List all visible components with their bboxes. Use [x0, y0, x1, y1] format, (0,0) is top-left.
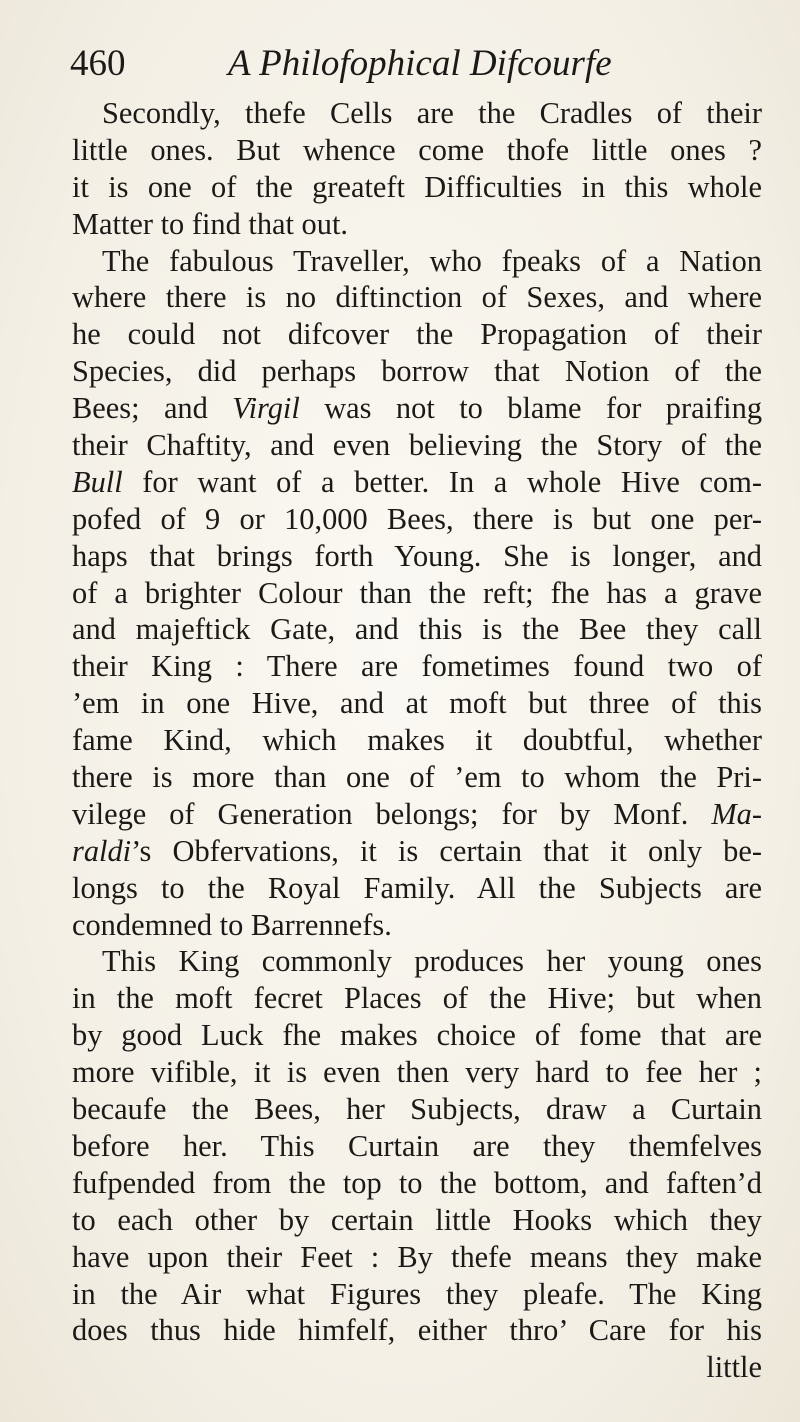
page-number: 460: [70, 43, 126, 84]
line-text: vilege of Generation belongs; for by Monf.: [72, 796, 712, 831]
line-text: for want of a better. In a whole Hive com-: [122, 464, 762, 499]
text-line: [72, 206, 762, 243]
text-line: [72, 1054, 762, 1091]
text-line: [72, 353, 762, 390]
text-line: [72, 796, 762, 833]
line-text: in the moft fecret Places of the Hive; but when: [72, 981, 762, 1016]
text-line: [72, 1165, 762, 1202]
line-text: their Chaftity, and even believing the Story of the: [72, 428, 762, 463]
line-text: haps that brings forth Young. She is longer, and: [72, 538, 762, 573]
line-text: have upon their Feet : By thefe means they make: [72, 1239, 762, 1274]
line-text: does thus hide himfelf, either thro’ Care for his: [72, 1313, 762, 1348]
text-line: [72, 648, 762, 685]
text-line: [72, 1239, 762, 1276]
line-text: Species, did perhaps borrow that Notion of the: [72, 354, 762, 389]
text-line: [72, 279, 762, 316]
text-line: [72, 575, 762, 612]
text-line: [72, 943, 762, 980]
text-line: [72, 169, 762, 206]
line-text: little ones. But whence come thofe little ones ?: [72, 132, 762, 167]
line-text: Secondly, thefe Cells are the Cradles of their: [102, 96, 762, 130]
text-line: [72, 501, 762, 538]
body-text: [72, 95, 762, 1386]
italic-text: Virgil: [232, 391, 300, 426]
text-line: [72, 464, 762, 501]
line-text: their King : There are fometimes found two of: [72, 649, 762, 684]
line-text: condemned to Barrennefs.: [72, 907, 392, 942]
text-line: [72, 1202, 762, 1239]
line-text: Matter to find that out.: [72, 206, 348, 241]
line-text: was not to blame for praifing: [299, 391, 762, 426]
text-line: [72, 390, 762, 427]
text-line: [72, 1128, 762, 1165]
text-line: [72, 1017, 762, 1054]
line-text: little: [706, 1350, 762, 1385]
line-text: before her. This Curtain are they themfelves: [72, 1128, 762, 1163]
line-text: of a brighter Colour than the reft; fhe has a grave: [72, 575, 762, 610]
italic-text: raldi: [72, 833, 132, 868]
italic-text: Bull: [72, 464, 123, 499]
line-text: ’em in one Hive, and at moft but three of this: [72, 686, 762, 721]
line-text: fufpended from the top to the bottom, and faften’d: [72, 1165, 762, 1200]
text-line: [72, 316, 762, 353]
line-text: The fabulous Traveller, who fpeaks of a Nation: [102, 243, 762, 278]
text-line: [72, 611, 762, 648]
line-text: fame Kind, which makes it doubtful, whether: [72, 723, 762, 758]
line-text: Bees; and: [72, 391, 233, 426]
line-text: ’s Obfervations, it is certain that it only be-: [131, 833, 762, 868]
text-line: [72, 132, 762, 169]
line-text: longs to the Royal Family. All the Subjects are: [72, 870, 762, 905]
text-line: [72, 1091, 762, 1128]
page-header: [70, 36, 760, 92]
line-text: and majeftick Gate, and this is the Bee they call: [72, 612, 762, 647]
line-text: where there is no diftinction of Sexes, and where: [72, 280, 762, 315]
running-title: A Philofophical Difcourfe: [228, 43, 612, 84]
line-text: more vifible, it is even then very hard to fee her ;: [72, 1055, 762, 1090]
line-text: in the Air what Figures they pleafe. The King: [72, 1276, 762, 1311]
text-line: [72, 870, 762, 907]
text-line: [72, 95, 762, 132]
text-line: [72, 1276, 762, 1313]
line-text: to each other by certain little Hooks which they: [72, 1202, 762, 1237]
line-text: pofed of 9 or 10,000 Bees, there is but one per-: [72, 501, 762, 536]
text-line: [72, 1349, 762, 1386]
italic-text: Ma-: [711, 796, 762, 831]
line-text: by good Luck fhe makes choice of fome that are: [72, 1018, 762, 1053]
text-line: [72, 685, 762, 722]
line-text: becaufe the Bees, her Subjects, draw a Curtain: [72, 1092, 762, 1127]
text-line: [72, 833, 762, 870]
text-line: [72, 980, 762, 1017]
text-line: [72, 759, 762, 796]
text-line: [72, 722, 762, 759]
line-text: it is one of the greateft Difficulties in this whole: [72, 169, 762, 204]
text-line: [72, 538, 762, 575]
text-line: [72, 907, 762, 944]
text-line: [72, 243, 762, 280]
line-text: This King commonly produces her young ones: [102, 944, 762, 979]
line-text: there is more than one of ’em to whom the Pri-: [72, 760, 762, 795]
text-line: [72, 1312, 762, 1349]
line-text: he could not difcover the Propagation of their: [72, 317, 762, 352]
text-line: [72, 427, 762, 464]
